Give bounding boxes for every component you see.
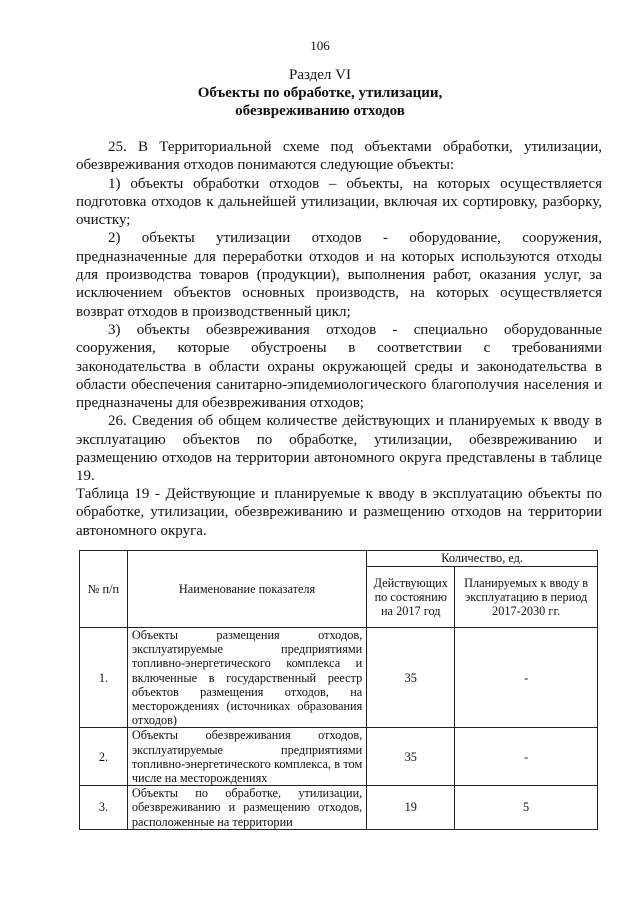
header-quantity: Количество, ед.	[367, 551, 598, 567]
row-num: 2.	[80, 728, 128, 786]
row-name: Объекты обезвреживания отходов, эксплуатируемые предприятиями топливно-энергетического комплекса, в том числе на месторождениях	[127, 728, 366, 786]
header-num: № п/п	[80, 551, 128, 628]
section-title-line-2: обезвреживанию отходов	[235, 103, 405, 119]
row-planned: 5	[455, 786, 598, 830]
paragraph-item-1: 1) объекты обработки отходов – объекты, на которых осуществляется подготовка отходов к дальнейшей утилизации, включая их сортировку, разборку, очистку;	[76, 175, 602, 229]
table-header-row-1	[80, 551, 598, 567]
paragraph-item-3: 3) объекты обезвреживания отходов - специально оборудованные сооружения, которые обустроены в соответствии с требованиями законодательства в области охраны окружающей среды и законодательства в области обеспечения санитарно-эпидемиологического благополучия населения и предназначены для обезвреживания отходов;	[76, 321, 602, 412]
row-active: 35	[367, 628, 455, 728]
paragraph-item-2: 2) объекты утилизации отходов - оборудование, сооружения, предназначенные для переработки отходов и на которых используются отходы для производства товаров (продукции), выполнения работ, оказания услуг, за исключением объектов основных производств, на которых осуществляется возврат отходов в производственный цикл;	[76, 230, 602, 320]
header-active: Действующих по состоянию на 2017 год	[367, 567, 455, 628]
header-name: Наименование показателя	[127, 551, 366, 628]
row-num: 3.	[80, 786, 128, 830]
table-caption: Таблица 19 - Действующие и планируемые к вводу в эксплуатацию объекты по обработке, утилизации, обезвреживанию и размещению отходов на территории автономного округа.	[76, 486, 602, 539]
header-planned: Планируемых к вводу в эксплуатацию в период 2017-2030 гг.	[455, 567, 598, 628]
paragraph-26: 26. Сведения об общем количестве действующих и планируемых к вводу в эксплуатацию объектов по обработке, утилизации, обезвреживанию и размещению отходов на территории автономного округа представлены в таблице 19.	[76, 413, 602, 485]
row-planned: -	[455, 728, 598, 786]
objects-table	[79, 550, 598, 830]
row-name: Объекты размещения отходов, эксплуатируемые предприятиями топливно-энергетического комплекса и включенные в государственный реестр объектов размещения отходов, на месторождениях (источниках образования отходов)	[127, 628, 366, 728]
row-planned: -	[455, 628, 598, 728]
table-row	[80, 728, 598, 786]
row-num: 1.	[80, 628, 128, 728]
section-title-line-1: Объекты по обработке, утилизации,	[197, 85, 443, 101]
table-row	[80, 628, 598, 728]
body-text	[76, 138, 602, 486]
table-row	[80, 786, 598, 830]
row-active: 35	[367, 728, 455, 786]
paragraph-25: 25. В Территориальной схеме под объектами обработки, утилизации, обезвреживания отходов понимаются следующие объекты:	[76, 139, 602, 174]
page-number: 106	[310, 38, 330, 53]
section-heading	[0, 66, 640, 120]
row-active: 19	[367, 786, 455, 830]
section-label: Раздел VI	[288, 67, 351, 83]
row-name: Объекты по обработке, утилизации, обезвреживанию и размещению отходов, расположенные на территории	[127, 786, 366, 830]
